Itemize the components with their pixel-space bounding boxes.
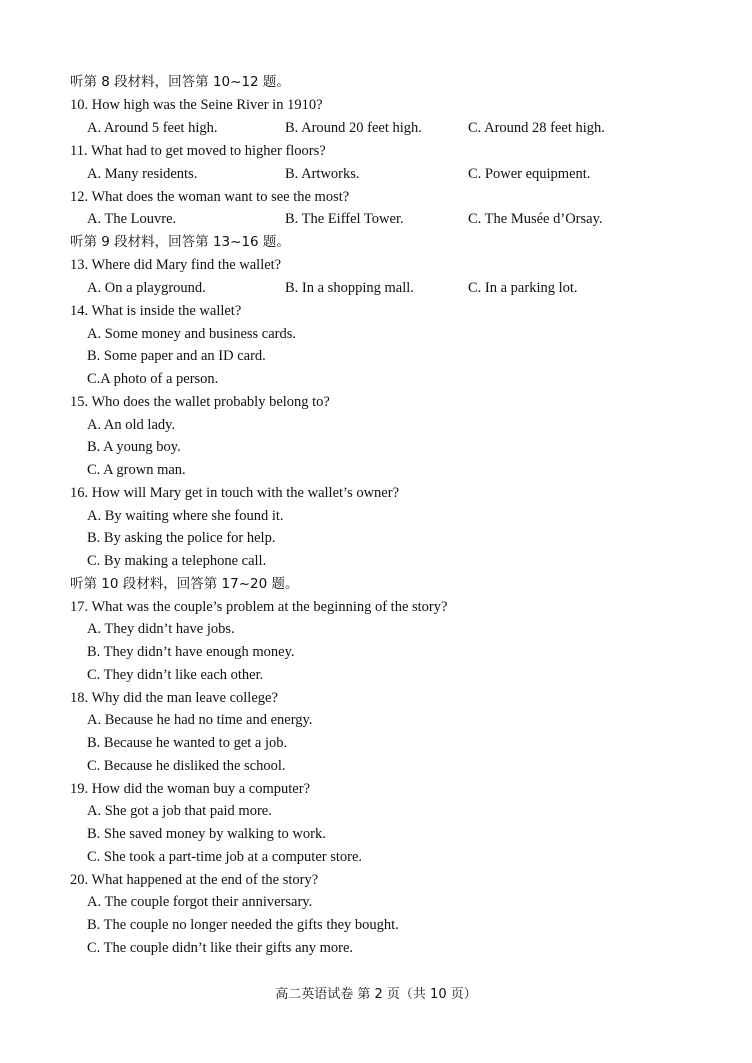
question-19-option-c: C. She took a part-time job at a computer store. (87, 849, 363, 865)
question-15-option-b: B. A young boy. (87, 439, 181, 455)
question-20-option-c: C. The couple didn’t like their gifts any more. (87, 940, 354, 956)
question-14-stem: 14. What is inside the wallet? (70, 303, 242, 319)
question-14-option-b: B. Some paper and an ID card. (87, 348, 266, 364)
question-11-option-a: A. Many residents. (87, 166, 198, 182)
question-16-stem: 16. How will Mary get in touch with the wallet’s owner? (70, 485, 400, 501)
question-13-option-b: B. In a shopping mall. (285, 280, 414, 296)
question-15-stem: 15. Who does the wallet probably belong to? (70, 394, 330, 410)
question-19-option-a: A. She got a job that paid more. (87, 803, 272, 819)
question-11-stem: 11. What had to get moved to higher floors? (70, 143, 326, 159)
question-18-option-c: C. Because he disliked the school. (87, 758, 286, 774)
page-footer: 高二英语试卷 第 2 页（共 10 页） (275, 987, 477, 1002)
question-10-option-c: C. Around 28 feet high. (468, 120, 605, 136)
question-13-option-c: C. In a parking lot. (468, 280, 578, 296)
question-11-option-c: C. Power equipment. (468, 166, 591, 182)
question-16-option-c: C. By making a telephone call. (87, 553, 267, 569)
question-14-option-a: A. Some money and business cards. (87, 326, 297, 342)
question-15-option-c: C. A grown man. (87, 462, 186, 478)
question-19-option-b: B. She saved money by walking to work. (87, 826, 326, 842)
question-10-option-a: A. Around 5 feet high. (87, 120, 218, 136)
question-11-option-b: B. Artworks. (285, 166, 360, 182)
section-heading-9: 听第 9 段材料，回答第 13~16 题。 (70, 234, 290, 250)
question-17-option-b: B. They didn’t have enough money. (87, 644, 295, 660)
question-20-stem: 20. What happened at the end of the story? (70, 872, 319, 888)
question-12-option-c: C. The Musée d’Orsay. (468, 211, 603, 227)
question-10-stem: 10. How high was the Seine River in 1910? (70, 97, 323, 113)
question-12-option-b: B. The Eiffel Tower. (285, 211, 404, 227)
question-13-stem: 13. Where did Mary find the wallet? (70, 257, 282, 273)
section-heading-10: 听第 10 段材料，回答第 17~20 题。 (70, 576, 299, 592)
question-19-stem: 19. How did the woman buy a computer? (70, 781, 311, 797)
question-12-stem: 12. What does the woman want to see the most? (70, 189, 350, 205)
section-heading-8: 听第 8 段材料，回答第 10~12 题。 (70, 74, 290, 90)
question-20-option-b: B. The couple no longer needed the gifts they bought. (87, 917, 399, 933)
question-17-stem: 17. What was the couple’s problem at the beginning of the story? (70, 599, 448, 615)
question-18-stem: 18. Why did the man leave college? (70, 690, 278, 706)
question-16-option-a: A. By waiting where she found it. (87, 508, 284, 524)
question-16-option-b: B. By asking the police for help. (87, 530, 276, 546)
question-15-option-a: A. An old lady. (87, 417, 176, 433)
question-17-option-c: C. They didn’t like each other. (87, 667, 264, 683)
question-18-option-b: B. Because he wanted to get a job. (87, 735, 288, 751)
question-17-option-a: A. They didn’t have jobs. (87, 621, 235, 637)
question-13-option-a: A. On a playground. (87, 280, 206, 296)
question-18-option-a: A. Because he had no time and energy. (87, 712, 313, 728)
question-14-option-c: C.A photo of a person. (87, 371, 219, 387)
question-10-option-b: B. Around 20 feet high. (285, 120, 422, 136)
question-12-option-a: A. The Louvre. (87, 211, 177, 227)
question-20-option-a: A. The couple forgot their anniversary. (87, 894, 313, 910)
